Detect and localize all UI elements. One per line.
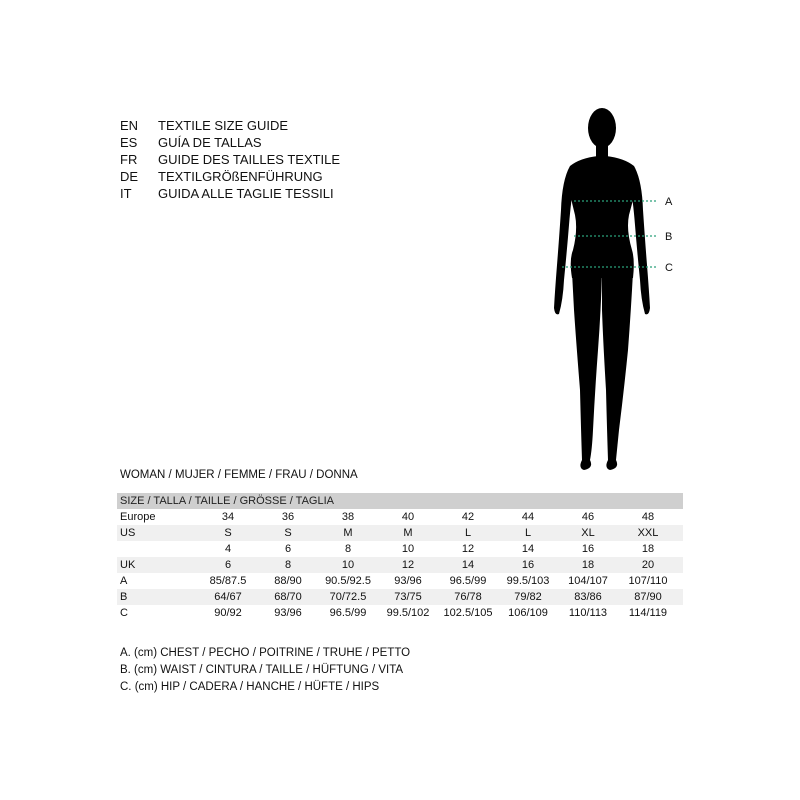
- table-cell: 6: [284, 543, 292, 555]
- table-cell: 104/107: [568, 575, 608, 587]
- table-cell: 83/86: [574, 591, 602, 603]
- table-cell: 70/72.5: [329, 591, 367, 603]
- table-cell: 85/87.5: [209, 575, 247, 587]
- table-cell: 68/70: [274, 591, 302, 603]
- row-label: A: [120, 575, 128, 587]
- table-cell: 114/119: [628, 607, 668, 619]
- table-cell: S: [284, 527, 292, 539]
- table-cell: L: [524, 527, 532, 539]
- lang-code: FR: [120, 152, 138, 167]
- table-cell: 73/75: [394, 591, 422, 603]
- row-label: Europe: [120, 511, 156, 523]
- table-cell: 16: [581, 543, 595, 555]
- table-cell: 87/90: [634, 591, 662, 603]
- table-cell: 16: [521, 559, 535, 571]
- table-cell: 38: [341, 511, 355, 523]
- table-cell: 12: [461, 543, 475, 555]
- lang-row-it: [120, 185, 340, 202]
- lang-code: DE: [120, 169, 139, 184]
- table-cell: 14: [461, 559, 475, 571]
- table-cell: M: [343, 527, 353, 539]
- table-cell: 88/90: [274, 575, 302, 587]
- table-cell: XL: [581, 527, 595, 539]
- marker-b-label: B: [665, 231, 673, 243]
- language-title-list: [120, 117, 340, 202]
- legend-item-b: B. (cm) WAIST / CINTURA / TAILLE / HÜFTUNG / VITA: [120, 664, 404, 676]
- lang-title: GUIDE DES TAILLES TEXTILE: [158, 152, 341, 167]
- marker-c-label: C: [665, 262, 673, 274]
- table-cell: 48: [641, 511, 655, 523]
- table-cell: 36: [281, 511, 295, 523]
- row-label: UK: [120, 559, 136, 571]
- lang-code: IT: [120, 186, 132, 201]
- table-cell: 110/113: [568, 607, 608, 619]
- table-cell: L: [464, 527, 472, 539]
- marker-a-label: A: [665, 196, 673, 208]
- legend-item-a: A. (cm) CHEST / PECHO / POITRINE / TRUHE / PETTO: [120, 647, 411, 659]
- table-row-b: [117, 589, 683, 605]
- table-cell: 10: [341, 559, 355, 571]
- table-cell: 90.5/92.5: [325, 575, 371, 587]
- row-label: US: [120, 527, 136, 539]
- table-row-us: [117, 525, 683, 541]
- table-cell: 79/82: [514, 591, 542, 603]
- table-cell: 99.5/102: [386, 607, 430, 619]
- table-cell: S: [224, 527, 232, 539]
- table-cell: 93/96: [394, 575, 422, 587]
- table-header: SIZE / TALLA / TAILLE / GRÖSSE / TAGLIA: [117, 493, 683, 509]
- table-cell: 99.5/103: [506, 575, 550, 587]
- table-cell: 8: [344, 543, 352, 555]
- table-cell: 4: [224, 543, 232, 555]
- lang-code: ES: [120, 135, 138, 150]
- table-cell: 90/92: [214, 607, 242, 619]
- table-cell: 18: [641, 543, 655, 555]
- table-row-uk: [117, 557, 683, 573]
- lang-row-de: [120, 168, 340, 185]
- table-cell: 102.5/105: [443, 607, 493, 619]
- lang-title: GUÍA DE TALLAS: [158, 135, 262, 150]
- table-cell: 64/67: [214, 591, 242, 603]
- table-cell: 106/109: [508, 607, 548, 619]
- table-row-europe: [117, 509, 683, 525]
- table-row-us-numeric: [117, 541, 683, 557]
- table-cell: 93/96: [274, 607, 302, 619]
- table-cell: 44: [521, 511, 535, 523]
- woman-silhouette-figure: [540, 100, 690, 475]
- row-label: [117, 541, 198, 557]
- lang-title: GUIDA ALLE TAGLIE TESSILI: [158, 186, 334, 201]
- table-cell: 46: [581, 511, 595, 523]
- lang-title: TEXTILE SIZE GUIDE: [158, 118, 289, 133]
- lang-row-es: [120, 134, 340, 151]
- table-cell: 14: [521, 543, 535, 555]
- lang-row-en: [120, 117, 340, 134]
- table-cell: 107/110: [628, 575, 668, 587]
- table-cell: 8: [284, 559, 292, 571]
- table-cell: 18: [581, 559, 595, 571]
- row-label: C: [120, 607, 128, 619]
- table-cell: 12: [401, 559, 415, 571]
- table-cell: 42: [461, 511, 475, 523]
- lang-title: TEXTILGRÖßENFÜHRUNG: [158, 169, 323, 184]
- row-label: B: [120, 591, 128, 603]
- size-table: [117, 493, 683, 621]
- table-cell: 76/78: [454, 591, 482, 603]
- measurement-legend: [120, 645, 410, 696]
- table-cell: 96.5/99: [329, 607, 367, 619]
- table-cell: 96.5/99: [449, 575, 487, 587]
- section-title: WOMAN / MUJER / FEMME / FRAU / DONNA: [120, 469, 358, 481]
- table-cell: 20: [641, 559, 655, 571]
- table-row-a: [117, 573, 683, 589]
- table-cell: 34: [221, 511, 235, 523]
- lang-code: EN: [120, 118, 139, 133]
- table-cell: M: [403, 527, 413, 539]
- legend-item-c: C. (cm) HIP / CADERA / HANCHE / HÜFTE / HIPS: [120, 681, 380, 693]
- table-cell: 40: [401, 511, 415, 523]
- table-cell: 6: [224, 559, 232, 571]
- table-cell: 10: [401, 543, 415, 555]
- table-cell: XXL: [637, 527, 659, 539]
- silhouette: [554, 108, 650, 470]
- table-row-c: [117, 605, 683, 621]
- lang-row-fr: [120, 151, 340, 168]
